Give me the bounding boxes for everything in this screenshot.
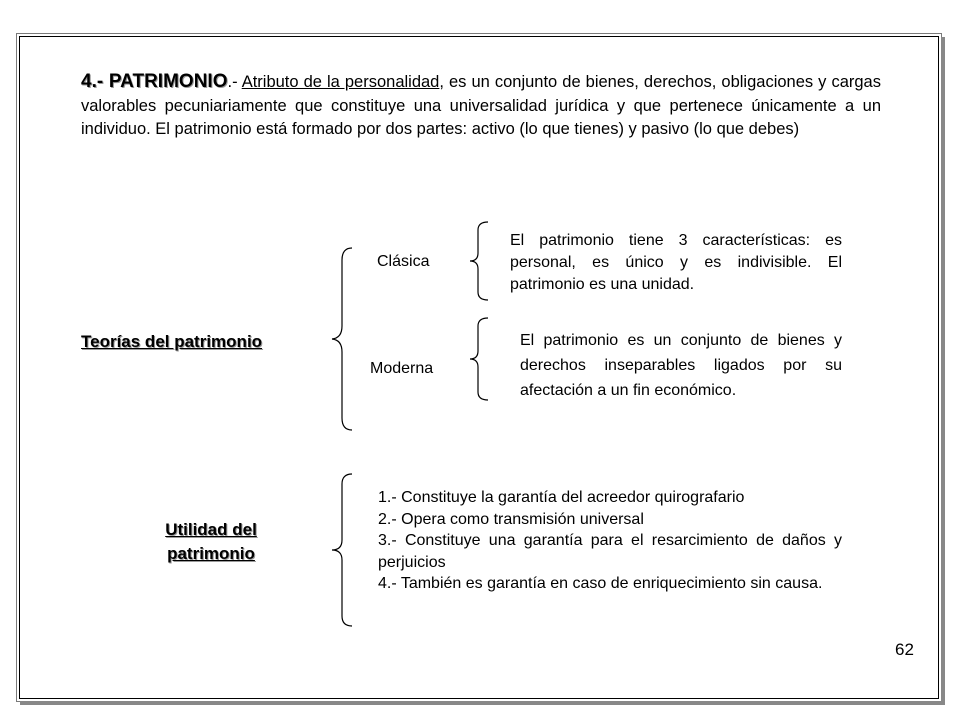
utilidad-title-line2: patrimonio [167, 544, 255, 563]
frame-shadow-right [941, 37, 945, 705]
utilidad-item: 4.- También es garantía en caso de enriquecimiento sin causa. [378, 575, 823, 592]
section-heading: 4.- PATRIMONIO [81, 71, 228, 92]
frame-shadow-bottom [20, 701, 945, 705]
utilidad-item: 2.- Opera como transmisión universal [378, 510, 644, 528]
moderna-description: El patrimonio es un conjunto de bienes y derechos inseparables ligados por su afectación a un fin económico. [520, 332, 842, 399]
teorias-title: Teorías del patrimonio [81, 332, 263, 351]
intro-paragraph [81, 70, 881, 142]
clasica-description: El patrimonio tiene 3 características: es personal, es único y es indivisible. El patrimonio es una unidad. [510, 232, 842, 293]
utilidad-list [378, 487, 842, 595]
utilidad-brace [338, 474, 358, 626]
utilidad-item: 1.- Constituye la garantía del acreedor quirografario [378, 489, 745, 506]
page-number: 62 [895, 640, 914, 659]
intro-body: , es un conjunto de bienes, derechos, obligaciones y cargas valorables pecuniariamente que constituye una universalidad jurídica y que pertenece únicamente a un individuo. El patrimonio está formado por dos partes: activo (lo que tienes) y pasivo (lo que debes) [81, 73, 881, 138]
moderna-brace [474, 318, 494, 400]
utilidad-title-line1: Utilidad del [165, 520, 257, 539]
moderna-label: Moderna [370, 360, 434, 377]
clasica-brace [474, 222, 494, 300]
utilidad-item: 3.- Constituye una garantía para el resarcimiento de daños y perjuicios [378, 532, 842, 571]
clasica-label: Clásica [377, 253, 430, 270]
teorias-brace [338, 248, 358, 430]
heading-separator: .- [227, 73, 242, 91]
utilidad-title [146, 518, 276, 566]
underlined-phrase: Atributo de la personalidad [241, 73, 440, 91]
